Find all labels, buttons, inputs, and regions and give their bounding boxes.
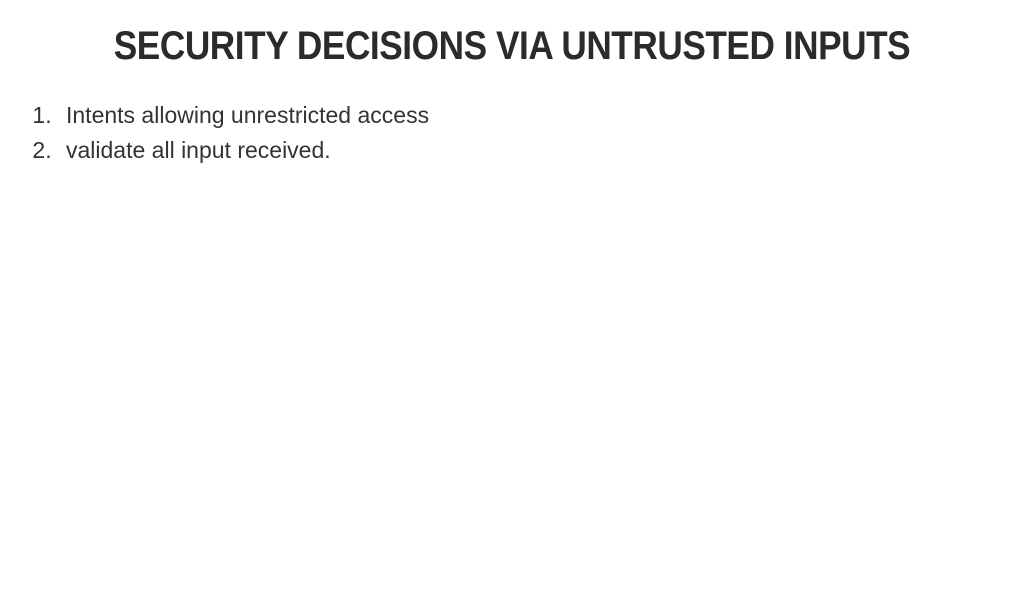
list-item-1: 1. Intents allowing unrestricted access [58,98,1024,133]
slide-numbered-list [0,98,1024,168]
slide-title: SECURITY DECISIONS VIA UNTRUSTED INPUTS [113,24,911,68]
list-item-2: 2. validate all input received. [58,133,1024,168]
